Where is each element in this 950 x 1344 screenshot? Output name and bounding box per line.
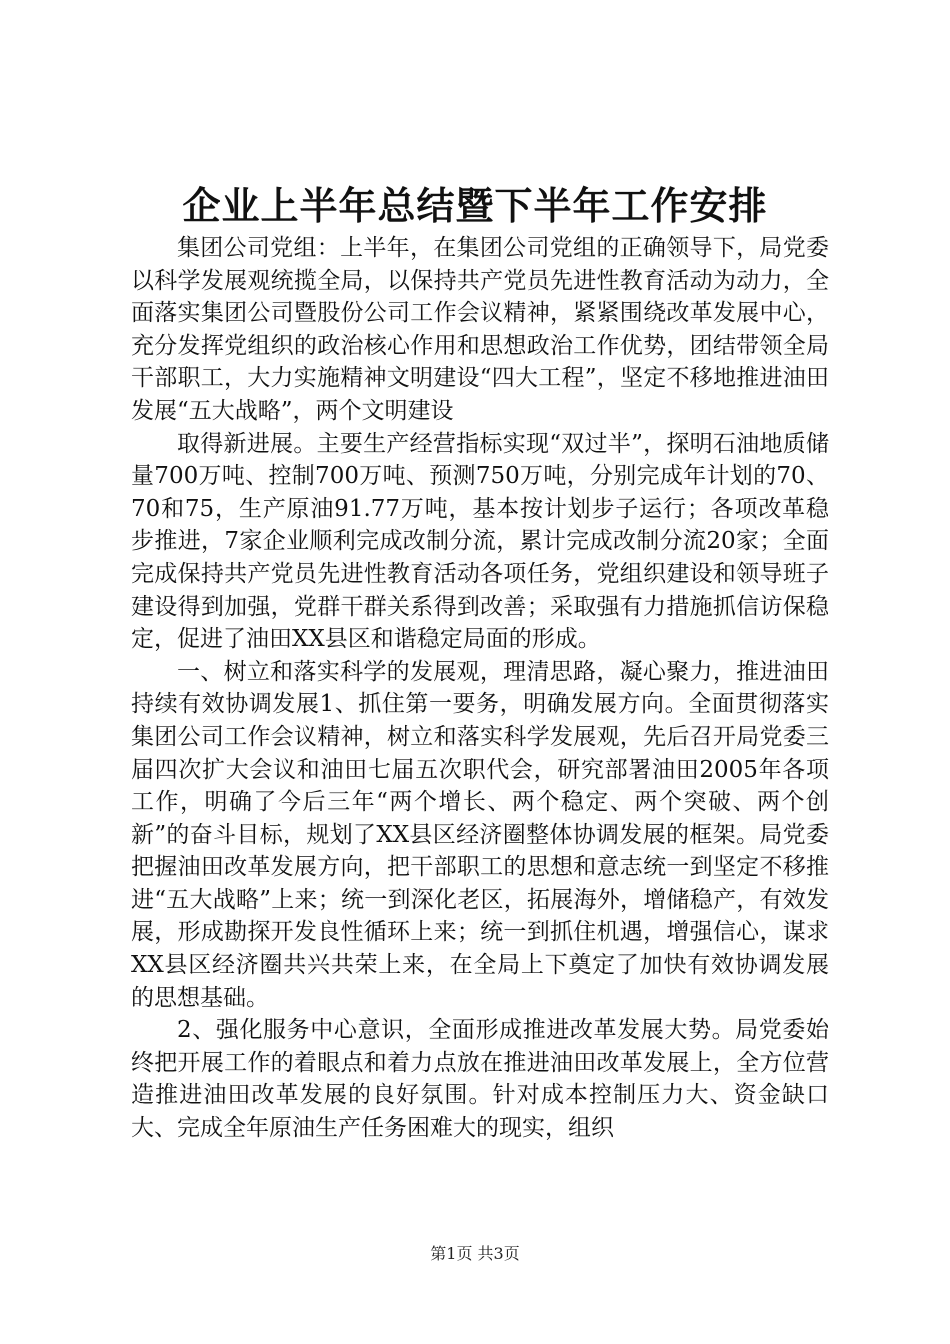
paragraph: 取得新进展。主要生产经营指标实现“双过半”，探明石油地质储量700万吨、控制700万吨、预测750万吨，分别完成年计划的70、70和75，生产原油91.77万吨，基本按计划步子运行；各项改革稳步推进，7家企业顺利完成改制分流，累计完成改制分流20家；全面完成保持共产党员先进性教育活动各项任务，党组织建设和领导班子建设得到加强，党群干群关系得到改善；采取强有力措施抓信访保稳定，促进了油田XX县区和谐稳定局面的形成。 xyxy=(131,430,829,653)
paragraph: 集团公司党组：上半年，在集团公司党组的正确领导下，局党委以科学发展观统揽全局，以保持共产党员先进性教育活动为动力，全面落实集团公司暨股份公司工作会议精神，紧紧围绕改革发展中心，充分发挥党组织的政治核心作用和思想政治工作优势，团结带领全局干部职工，大力实施精神文明建设“四大工程”，坚定不移地推进油田发展“五大战略”，两个文明建设 xyxy=(131,235,829,424)
paragraph: 2、强化服务中心意识，全面形成推进改革发展大势。局党委始终把开展工作的着眼点和着力点放在推进油田改革发展上，全方位营造推进油田改革发展的良好氛围。针对成本控制压力大、资金缺口大、完成全年原油生产任务困难大的现实，组织 xyxy=(131,1017,829,1142)
page-number-footer: 第1页 共3页 xyxy=(430,1244,520,1263)
document-body xyxy=(131,232,829,1145)
document-title: 企业上半年总结暨下半年工作安排 xyxy=(182,184,768,228)
paragraph: 一、树立和落实科学的发展观，理清思路，凝心聚力，推进油田持续有效协调发展1、抓住第一要务，明确发展方向。全面贯彻落实集团公司工作会议精神，树立和落实科学发展观，先后召开局党委三届四次扩大会议和油田七届五次职代会，研究部署油田2005年各项工作，明确了今后三年“两个增长、两个稳定、两个突破、两个创新”的奋斗目标，规划了XX县区经济圈整体协调发展的框架。局党委把握油田改革发展方向，把干部职工的思想和意志统一到坚定不移推进“五大战略”上来；统一到深化老区，拓展海外，增储稳产，有效发展，形成勘探开发良性循环上来；统一到抓住机遇，增强信心，谋求XX县区经济圈共兴共荣上来，在全局上下奠定了加快有效协调发展的思想基础。 xyxy=(131,658,829,1011)
